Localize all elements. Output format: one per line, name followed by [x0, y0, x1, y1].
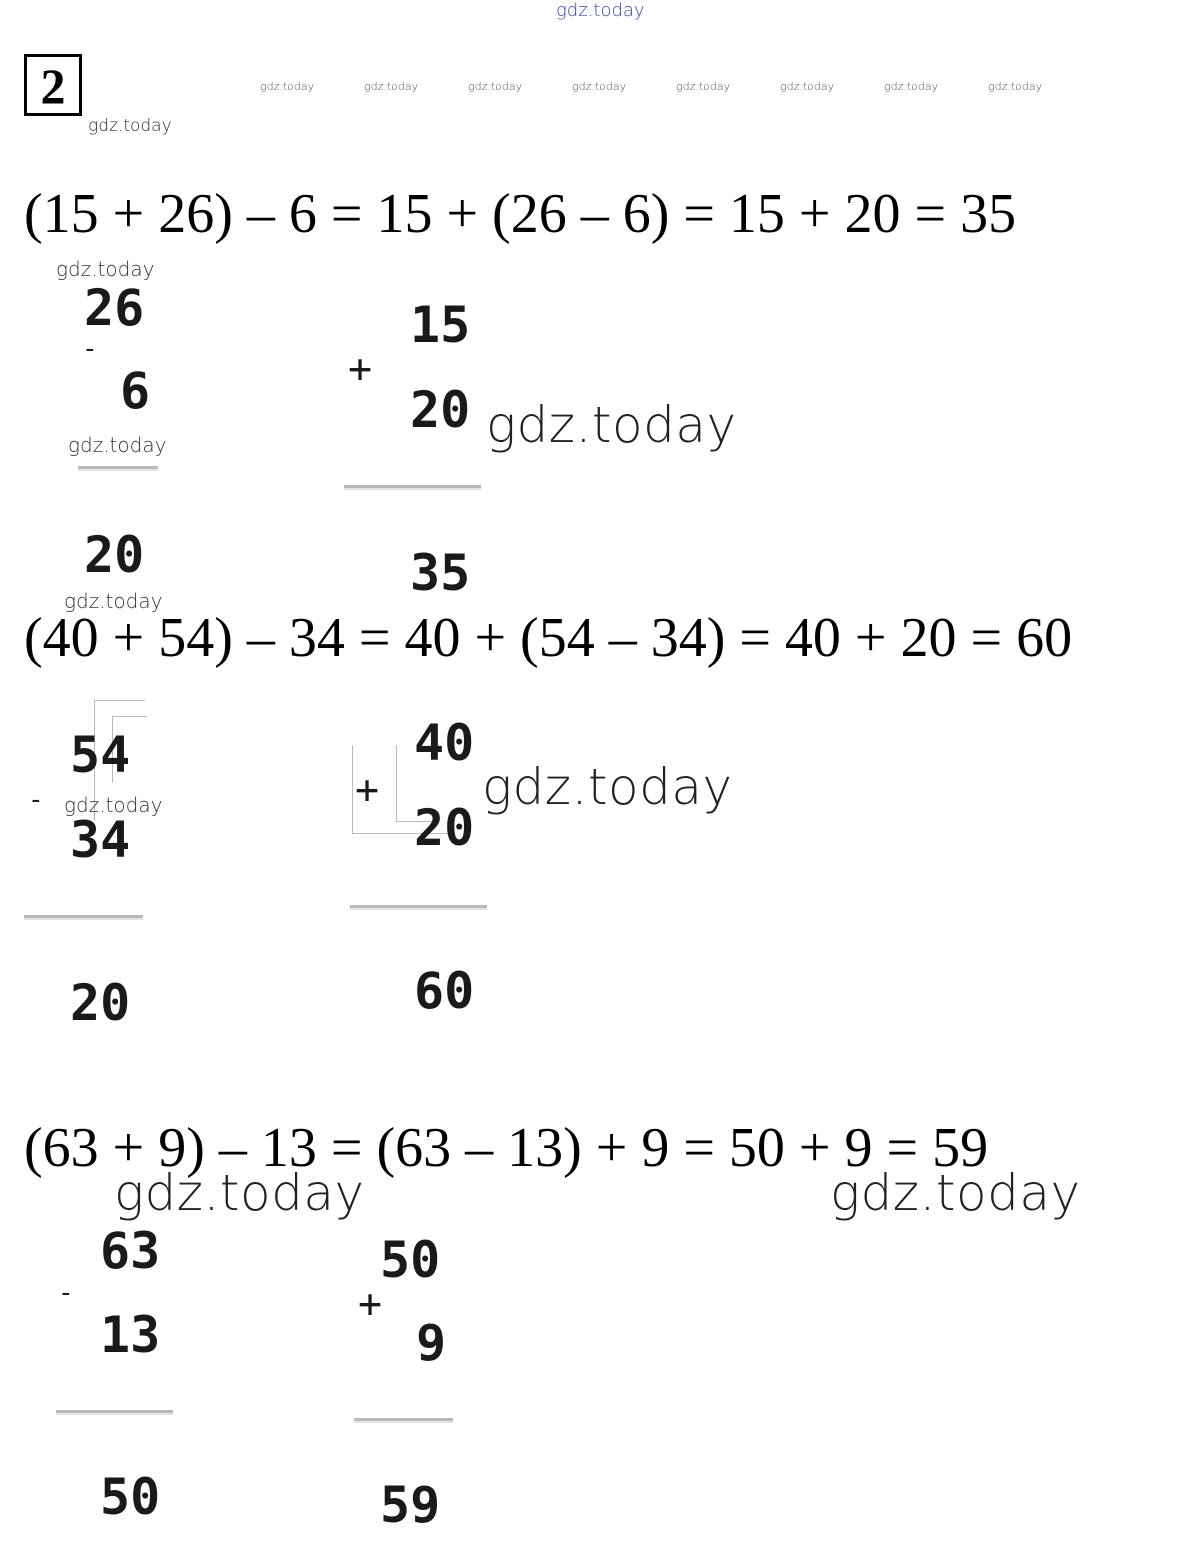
problem-1-sub-operator: -	[82, 334, 98, 364]
problem-3-add-top: 50	[380, 1231, 441, 1289]
problem-1-add-top: 15	[410, 296, 471, 354]
watermark: gdz.today	[482, 758, 733, 816]
watermark-strip-1: gdz.today	[260, 80, 315, 93]
watermark-strip-6: gdz.today	[780, 80, 835, 93]
problem-1-sub-result: 20	[84, 526, 145, 584]
watermark: gdz.today	[64, 793, 163, 817]
problem-2-add-top: 40	[414, 714, 475, 772]
problem-1-add-operator: +	[348, 346, 373, 392]
problem-3-add-result: 59	[380, 1476, 441, 1534]
problem-2-sub-rule	[24, 915, 143, 920]
watermark-strip-5: gdz.today	[676, 80, 731, 93]
problem-3-sub-rule	[56, 1410, 173, 1415]
problem-3-add-bottom: 9	[416, 1314, 447, 1372]
watermark: gdz.today	[56, 257, 155, 281]
problem-1-add-bottom: 20	[410, 381, 471, 439]
watermark-strip-4: gdz.today	[572, 80, 627, 93]
problem-2-add-rule	[350, 905, 487, 910]
problem-2-expression: (40 + 54) – 34 = 40 + (54 – 34) = 40 + 20 = 60	[24, 607, 1073, 669]
watermark-strip-2: gdz.today	[364, 80, 419, 93]
problem-3-expression: (63 + 9) – 13 = (63 – 13) + 9 = 50 + 9 = 59	[24, 1117, 989, 1179]
watermark-strip-7: gdz.today	[884, 80, 939, 93]
problem-3-add-operator: +	[358, 1281, 383, 1327]
problem-2-add-operator: +	[355, 767, 380, 813]
task-number-box: 2	[24, 54, 82, 116]
problem-2-sub-top: 54	[70, 726, 131, 784]
problem-1-sub-bottom: 6	[120, 362, 151, 420]
watermark-top: gdz.today	[556, 0, 645, 21]
problem-2-sub-result: 20	[70, 974, 131, 1032]
watermark: gdz.today	[68, 433, 167, 457]
problem-2-add-bottom: 20	[414, 799, 475, 857]
problem-3-sub-top: 63	[100, 1222, 161, 1280]
watermark: gdz.today	[88, 116, 172, 136]
problem-1-add-rule	[344, 485, 481, 490]
watermark-strip-3: gdz.today	[468, 80, 523, 93]
problem-1-sub-top: 26	[84, 279, 145, 337]
watermark: gdz.today	[830, 1164, 1081, 1222]
problem-1-sub-rule	[78, 466, 158, 471]
watermark: gdz.today	[114, 1164, 365, 1222]
problem-3-sub-bottom: 13	[100, 1306, 161, 1364]
problem-3-sub-operator: -	[58, 1278, 74, 1308]
problem-3-sub-result: 50	[100, 1468, 161, 1526]
problem-2-add-result: 60	[414, 962, 475, 1020]
problem-1-expression: (15 + 26) – 6 = 15 + (26 – 6) = 15 + 20 = 35	[24, 183, 1017, 245]
problem-1-add-result: 35	[410, 544, 471, 602]
watermark: gdz.today	[64, 589, 163, 613]
problem-3-add-rule	[354, 1418, 453, 1423]
watermark-strip-8: gdz.today	[988, 80, 1043, 93]
watermark: gdz.today	[486, 396, 737, 454]
problem-2-sub-operator: -	[28, 785, 44, 815]
problem-2-sub-bottom: 34	[70, 811, 131, 869]
